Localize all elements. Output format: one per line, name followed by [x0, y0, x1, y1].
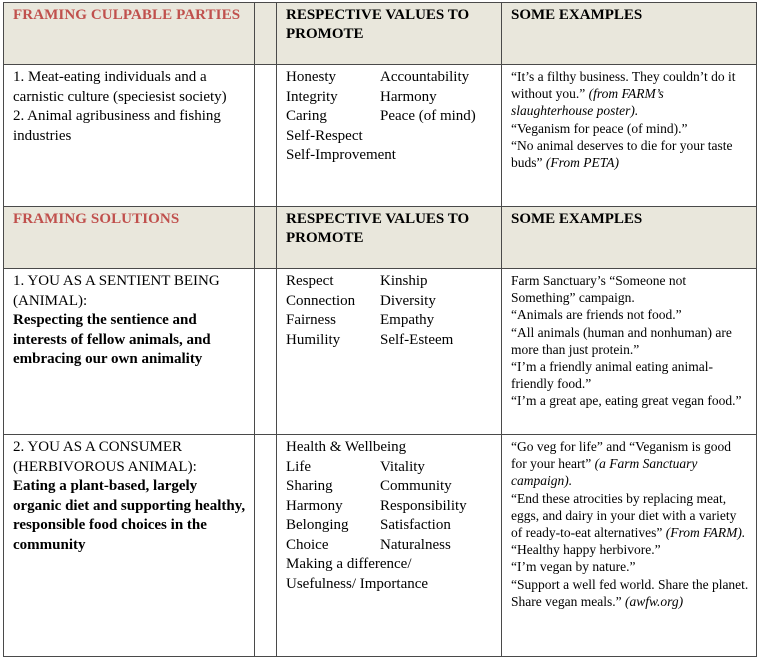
- value-item: Honesty: [286, 69, 336, 85]
- spacer-cell: [255, 3, 277, 65]
- value-item: Naturalness: [380, 536, 451, 553]
- examples-header-title: SOME EXAMPLES: [511, 211, 643, 227]
- value-item: Life: [286, 458, 311, 475]
- value-item: Self-Improvement: [286, 147, 396, 163]
- solution-examples-cell: [502, 435, 757, 657]
- value-item: Empathy: [380, 312, 435, 328]
- spacer-cell: [255, 207, 277, 269]
- values-grid: [286, 272, 494, 350]
- solution-bold-text: Respecting the sentience and interests of fellow animals, and embracing our own animality: [13, 312, 211, 367]
- solution-description-cell: [4, 269, 255, 435]
- example-item: “It’s a filthy business. They couldn’t do it without you.” (from FARM’s slaughterhouse poster).: [511, 69, 736, 119]
- party-item: 2. Animal agribusiness and fishing industries: [13, 108, 221, 144]
- value-item: Responsibility: [380, 497, 467, 514]
- value-item: Satisfaction: [380, 517, 451, 533]
- example-item: “Healthy happy herbivore.”: [511, 542, 661, 558]
- solution-bold-text: Eating a plant-based, largely organic diet and supporting healthy, responsible food choices in the community: [13, 478, 246, 553]
- value-item: Kinship: [380, 273, 428, 289]
- example-item: “Go veg for life” and “Veganism is good for your heart” (a Farm Sanctuary campaign).: [511, 439, 732, 489]
- example-item: “I’m a great ape, eating great vegan food.”: [511, 393, 742, 409]
- example-item: “I’m vegan by nature.”: [511, 559, 636, 575]
- example-item: “End these atrocities by replacing meat, eggs, and dairy in your diet with a variety of ready-to-eat alternatives” (From FARM).: [511, 490, 746, 541]
- example-item: “All animals (human and nonhuman) are more than just protein.”: [511, 324, 732, 357]
- examples-header-title: SOME EXAMPLES: [511, 7, 643, 23]
- spacer-cell: [255, 65, 277, 207]
- value-item: Respect: [286, 273, 334, 289]
- spacer-cell: [255, 435, 277, 657]
- example-item: “No animal deserves to die for your taste buds” (From PETA): [511, 137, 733, 171]
- value-item: Harmony: [286, 497, 343, 514]
- value-item: Making a difference/: [286, 556, 412, 572]
- solution-row-consumer: [4, 435, 757, 657]
- culpable-examples-cell: [502, 65, 757, 207]
- culpable-values-cell: [277, 65, 502, 207]
- values-header-title: RESPECTIVE VALUES TO PROMOTE: [286, 211, 470, 246]
- culpable-header-row: [4, 3, 757, 65]
- values-header-title: RESPECTIVE VALUES TO PROMOTE: [286, 7, 470, 42]
- values-header-cell: [277, 207, 502, 269]
- value-item: Choice: [286, 536, 329, 553]
- example-item: “Veganism for peace (of mind).”: [511, 120, 688, 136]
- value-item: Connection: [286, 292, 356, 309]
- value-item: Sharing: [286, 478, 333, 494]
- value-item: Health & Wellbeing: [286, 439, 407, 455]
- culpable-header-cell: [4, 3, 255, 65]
- spacer-cell: [255, 269, 277, 435]
- values-grid: [286, 68, 494, 166]
- example-item: “Animals are friends not food.”: [511, 307, 682, 323]
- value-item: Harmony: [380, 88, 437, 105]
- example-item: “Support a well fed world. Share the planet. Share vegan meals.” (awfw.org): [511, 576, 749, 609]
- value-item: Peace (of mind): [380, 108, 476, 124]
- solution-values-cell: [277, 435, 502, 657]
- value-item: Community: [380, 478, 452, 494]
- culpable-row: [4, 65, 757, 207]
- solutions-header-title: FRAMING SOLUTIONS: [13, 211, 180, 227]
- example-item: Farm Sanctuary’s “Someone not Something” campaign.: [511, 273, 687, 306]
- solution-row-sentient: [4, 269, 757, 435]
- value-item: Self-Respect: [286, 127, 363, 144]
- values-header-cell: [277, 3, 502, 65]
- value-item: Self-Esteem: [380, 331, 454, 348]
- solution-title: 2. YOU AS A CONSUMER (HERBIVOROUS ANIMAL):: [13, 439, 197, 475]
- solutions-header-cell: [4, 207, 255, 269]
- parties-cell: [4, 65, 255, 207]
- value-item: Humility: [286, 331, 341, 348]
- value-item: Vitality: [380, 458, 425, 475]
- values-grid: [286, 438, 494, 594]
- value-item: Belonging: [286, 517, 349, 533]
- example-item: “I’m a friendly animal eating animal-friendly food.”: [511, 359, 714, 392]
- value-item: Integrity: [286, 88, 338, 105]
- solution-examples-cell: [502, 269, 757, 435]
- value-item: Accountability: [380, 69, 470, 85]
- value-item: Caring: [286, 108, 327, 124]
- value-item: Fairness: [286, 312, 336, 328]
- framing-table: [3, 2, 757, 657]
- solution-title: 1. YOU AS A SENTIENT BEING (ANIMAL):: [13, 273, 220, 309]
- solution-description-cell: [4, 435, 255, 657]
- examples-header-cell: [502, 3, 757, 65]
- examples-header-cell: [502, 207, 757, 269]
- party-item: 1. Meat-eating individuals and a carnistic culture (speciesist society): [13, 69, 227, 105]
- value-item: Diversity: [380, 292, 436, 309]
- value-item: Usefulness/ Importance: [286, 575, 429, 592]
- solution-values-cell: [277, 269, 502, 435]
- solutions-header-row: [4, 207, 757, 269]
- culpable-header-title: FRAMING CULPABLE PARTIES: [13, 7, 241, 23]
